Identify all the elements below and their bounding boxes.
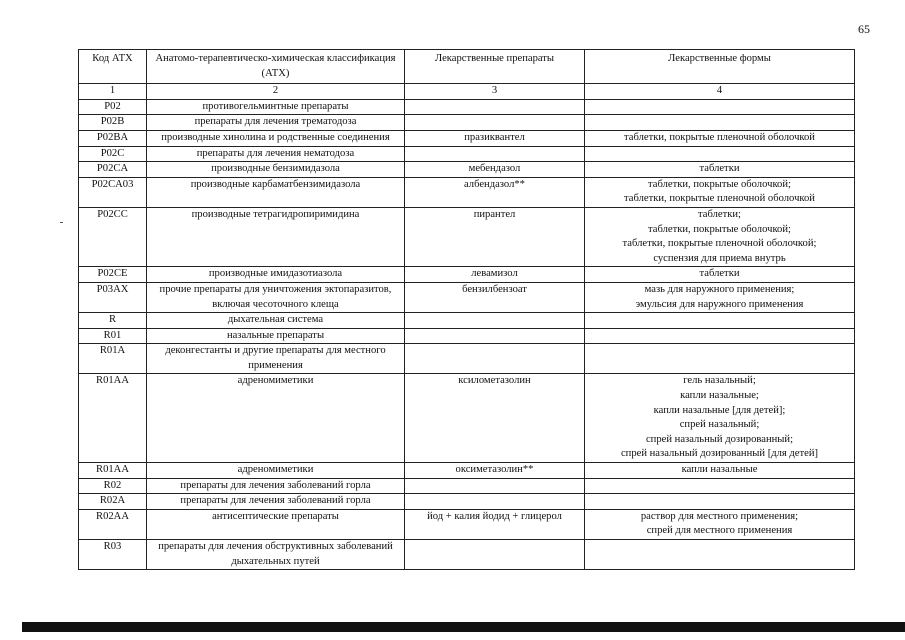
cell-forms <box>585 115 855 131</box>
cell-classification: противогельминтные препараты <box>147 99 405 115</box>
table-row <box>79 146 855 162</box>
cell-code: R01AA <box>79 374 147 463</box>
column-number: 3 <box>405 84 585 100</box>
cell-drug <box>405 115 585 131</box>
table-row <box>79 282 855 312</box>
cell-classification: препараты для лечения обструктивных заболеваний дыхательных путей <box>147 540 405 570</box>
cell-classification: производные имидазотиазола <box>147 267 405 283</box>
column-number-row <box>79 84 855 100</box>
scan-speck <box>60 222 63 223</box>
cell-classification: препараты для лечения трематодоза <box>147 115 405 131</box>
cell-code: P02CA03 <box>79 177 147 207</box>
table-row <box>79 344 855 374</box>
cell-classification: производные бензимидазола <box>147 162 405 178</box>
table-row <box>79 374 855 463</box>
cell-code: P02BA <box>79 130 147 146</box>
cell-forms <box>585 146 855 162</box>
cell-code: R01A <box>79 344 147 374</box>
cell-code: R02A <box>79 494 147 510</box>
table-row <box>79 99 855 115</box>
table-row <box>79 115 855 131</box>
cell-drug: левамизол <box>405 267 585 283</box>
cell-classification: производные карбаматбензимидазола <box>147 177 405 207</box>
cell-classification: адреномиметики <box>147 463 405 479</box>
table-row <box>79 130 855 146</box>
cell-forms <box>585 494 855 510</box>
cell-drug: оксиметазолин** <box>405 463 585 479</box>
table-body <box>79 99 855 569</box>
cell-drug <box>405 540 585 570</box>
table-row <box>79 207 855 266</box>
cell-forms: гель назальный; капли назальные; капли назальные [для детей]; спрей назальный; спрей назальный дозированный; спрей назальный дозированный [для детей] <box>585 374 855 463</box>
cell-forms <box>585 540 855 570</box>
cell-drug <box>405 478 585 494</box>
cell-drug <box>405 146 585 162</box>
cell-code: R02AA <box>79 509 147 539</box>
cell-classification: препараты для лечения заболеваний горла <box>147 494 405 510</box>
cell-drug <box>405 99 585 115</box>
page-number: 65 <box>858 22 870 36</box>
cell-forms: таблетки <box>585 162 855 178</box>
cell-drug <box>405 313 585 329</box>
cell-drug: ксилометазолин <box>405 374 585 463</box>
cell-code: P02 <box>79 99 147 115</box>
cell-forms: таблетки <box>585 267 855 283</box>
cell-code: P03AX <box>79 282 147 312</box>
cell-forms: таблетки; таблетки, покрытые оболочкой; таблетки, покрытые пленочной оболочкой; суспензия для приема внутрь <box>585 207 855 266</box>
cell-code: R <box>79 313 147 329</box>
cell-forms <box>585 99 855 115</box>
scan-edge-bar <box>22 622 905 632</box>
cell-code: P02C <box>79 146 147 162</box>
column-number: 2 <box>147 84 405 100</box>
cell-forms: таблетки, покрытые пленочной оболочкой <box>585 130 855 146</box>
column-number: 4 <box>585 84 855 100</box>
cell-classification: адреномиметики <box>147 374 405 463</box>
cell-classification: прочие препараты для уничтожения эктопаразитов, включая чесоточного клеща <box>147 282 405 312</box>
cell-code: P02CE <box>79 267 147 283</box>
cell-classification: дыхательная система <box>147 313 405 329</box>
header-classification: Анатомо-терапевтическо-химическая классификация (АТХ) <box>147 50 405 84</box>
cell-drug: мебендазол <box>405 162 585 178</box>
header-drugs: Лекарственные препараты <box>405 50 585 84</box>
cell-drug: бензилбензоат <box>405 282 585 312</box>
cell-drug: пирантел <box>405 207 585 266</box>
header-code: Код АТХ <box>79 50 147 84</box>
cell-drug <box>405 328 585 344</box>
table-row <box>79 540 855 570</box>
cell-code: P02CC <box>79 207 147 266</box>
table-row <box>79 328 855 344</box>
header-forms: Лекарственные формы <box>585 50 855 84</box>
cell-code: R01 <box>79 328 147 344</box>
cell-code: R02 <box>79 478 147 494</box>
table-row <box>79 478 855 494</box>
cell-forms <box>585 478 855 494</box>
table-row <box>79 509 855 539</box>
cell-drug: албендазол** <box>405 177 585 207</box>
cell-drug: празиквантел <box>405 130 585 146</box>
cell-forms: раствор для местного применения; спрей для местного применения <box>585 509 855 539</box>
cell-classification: производные тетрагидропиримидина <box>147 207 405 266</box>
cell-forms <box>585 313 855 329</box>
cell-classification: препараты для лечения нематодоза <box>147 146 405 162</box>
header-row <box>79 50 855 84</box>
table-row <box>79 494 855 510</box>
table-row <box>79 177 855 207</box>
cell-code: R01AA <box>79 463 147 479</box>
table-row <box>79 313 855 329</box>
cell-classification: назальные препараты <box>147 328 405 344</box>
cell-classification: производные хинолина и родственные соединения <box>147 130 405 146</box>
column-number: 1 <box>79 84 147 100</box>
atx-table <box>78 49 855 570</box>
table-row <box>79 162 855 178</box>
cell-classification: деконгестанты и другие препараты для местного применения <box>147 344 405 374</box>
cell-code: R03 <box>79 540 147 570</box>
cell-forms <box>585 328 855 344</box>
table-row <box>79 463 855 479</box>
cell-code: P02CA <box>79 162 147 178</box>
cell-forms: таблетки, покрытые оболочкой; таблетки, покрытые пленочной оболочкой <box>585 177 855 207</box>
cell-drug <box>405 494 585 510</box>
cell-forms: мазь для наружного применения; эмульсия для наружного применения <box>585 282 855 312</box>
cell-forms: капли назальные <box>585 463 855 479</box>
cell-drug: йод + калия йодид + глицерол <box>405 509 585 539</box>
cell-classification: антисептические препараты <box>147 509 405 539</box>
cell-drug <box>405 344 585 374</box>
cell-forms <box>585 344 855 374</box>
cell-code: P02B <box>79 115 147 131</box>
cell-classification: препараты для лечения заболеваний горла <box>147 478 405 494</box>
table-row <box>79 267 855 283</box>
